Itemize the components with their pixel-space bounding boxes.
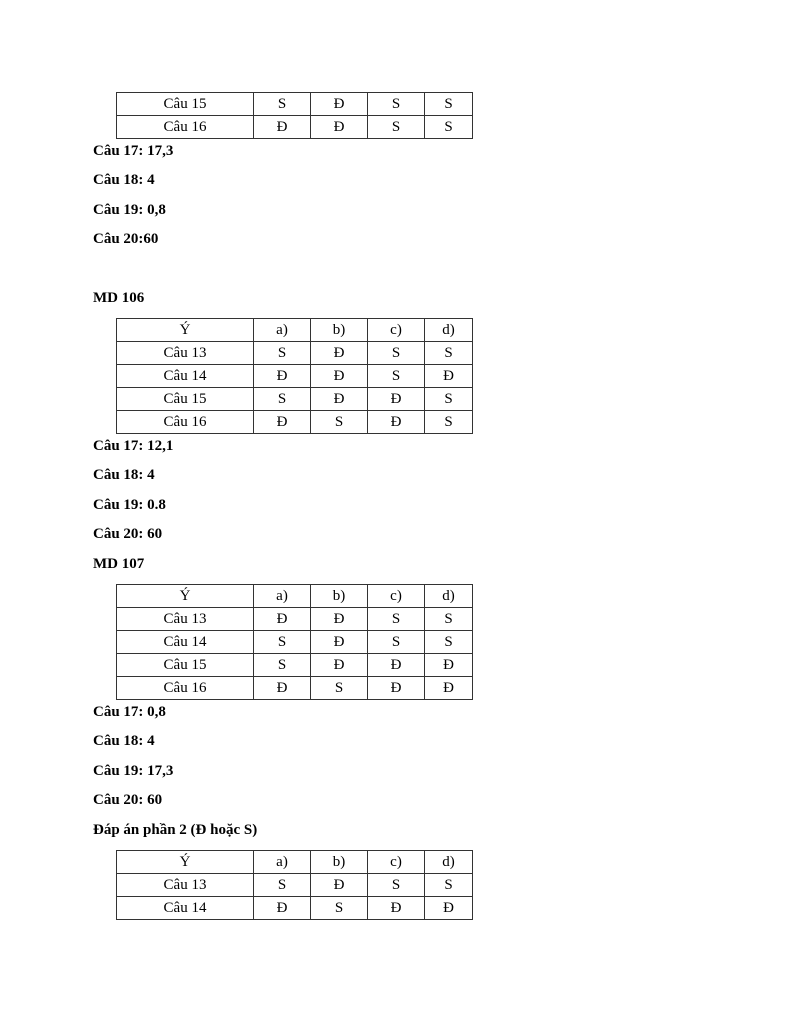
- table-cell: S: [425, 608, 473, 631]
- table-cell: S: [368, 93, 425, 116]
- table-cell: S: [425, 116, 473, 139]
- table-cell: S: [254, 342, 311, 365]
- table-header-cell: a): [254, 851, 311, 874]
- table-header-row: [117, 585, 473, 608]
- table-row: [117, 631, 473, 654]
- table-row: [117, 874, 473, 897]
- table-cell: S: [368, 116, 425, 139]
- table-cell: Đ: [425, 897, 473, 920]
- table-cell: S: [254, 874, 311, 897]
- table-cell: Đ: [311, 388, 368, 411]
- answer-line: Câu 17: 17,3: [93, 143, 174, 159]
- answer-line: Câu 17: 0,8: [93, 704, 166, 720]
- table-cell: Câu 14: [117, 897, 254, 920]
- table-header-cell: c): [368, 585, 425, 608]
- table-cell: S: [368, 631, 425, 654]
- table-header-row: [117, 319, 473, 342]
- answer-line: Câu 19: 17,3: [93, 763, 174, 779]
- table-cell: S: [311, 411, 368, 434]
- table-cell: Đ: [311, 365, 368, 388]
- table-cell: Đ: [311, 874, 368, 897]
- table-row: [117, 677, 473, 700]
- table-cell: Đ: [254, 411, 311, 434]
- table-cell: Câu 15: [117, 654, 254, 677]
- table-header-cell: c): [368, 851, 425, 874]
- table-row: [117, 897, 473, 920]
- table-cell: Câu 16: [117, 411, 254, 434]
- section-heading-part2: Đáp án phần 2 (Đ hoặc S): [93, 822, 258, 838]
- answer-line: Câu 18: 4: [93, 733, 155, 749]
- table-cell: Đ: [254, 897, 311, 920]
- table-cell: S: [254, 631, 311, 654]
- answer-table-top: [116, 92, 473, 139]
- table-cell: Đ: [425, 365, 473, 388]
- answer-table-md107: [116, 584, 473, 700]
- table-cell: S: [425, 93, 473, 116]
- table-row: [117, 342, 473, 365]
- table-cell: Đ: [311, 116, 368, 139]
- table-cell: Câu 14: [117, 631, 254, 654]
- table-cell: Đ: [254, 116, 311, 139]
- table-cell: Đ: [254, 608, 311, 631]
- table-header-cell: Ý: [117, 851, 254, 874]
- table-cell: Đ: [311, 631, 368, 654]
- table-header-cell: b): [311, 585, 368, 608]
- table-cell: Đ: [311, 608, 368, 631]
- table-row: [117, 411, 473, 434]
- table-cell: Đ: [311, 654, 368, 677]
- table-cell: S: [425, 411, 473, 434]
- table-cell: Câu 13: [117, 608, 254, 631]
- answer-line: Câu 19: 0.8: [93, 497, 166, 513]
- answer-table-md106: [116, 318, 473, 434]
- table-cell: Câu 16: [117, 677, 254, 700]
- table-cell: S: [368, 874, 425, 897]
- table-cell: S: [311, 677, 368, 700]
- answer-line: Câu 17: 12,1: [93, 438, 174, 454]
- table-cell: S: [254, 93, 311, 116]
- table-cell: S: [311, 897, 368, 920]
- table-row: [117, 388, 473, 411]
- table-cell: S: [425, 388, 473, 411]
- table-cell: S: [368, 342, 425, 365]
- table-cell: S: [254, 654, 311, 677]
- table-cell: Câu 13: [117, 342, 254, 365]
- answer-line: Câu 20:60: [93, 231, 159, 247]
- table-header-cell: b): [311, 851, 368, 874]
- table-cell: Đ: [311, 342, 368, 365]
- table-header-cell: a): [254, 585, 311, 608]
- table-header-cell: Ý: [117, 319, 254, 342]
- table-cell: Đ: [425, 677, 473, 700]
- table-cell: Đ: [368, 411, 425, 434]
- table-cell: S: [254, 388, 311, 411]
- table-cell: Đ: [425, 654, 473, 677]
- table-cell: Câu 13: [117, 874, 254, 897]
- section-heading-md107: MD 107: [93, 556, 145, 572]
- table-row: [117, 93, 473, 116]
- table-cell: Đ: [368, 677, 425, 700]
- table-header-cell: Ý: [117, 585, 254, 608]
- table-header-cell: d): [425, 319, 473, 342]
- answer-line: Câu 20: 60: [93, 526, 163, 542]
- answer-line: Câu 19: 0,8: [93, 202, 166, 218]
- table-row: [117, 116, 473, 139]
- table-header-row: [117, 851, 473, 874]
- table-cell: Đ: [311, 93, 368, 116]
- table-header-cell: d): [425, 851, 473, 874]
- table-cell: S: [368, 608, 425, 631]
- table-cell: Câu 15: [117, 93, 254, 116]
- table-cell: Đ: [368, 654, 425, 677]
- table-cell: S: [425, 631, 473, 654]
- table-header-cell: c): [368, 319, 425, 342]
- table-row: [117, 365, 473, 388]
- table-header-cell: d): [425, 585, 473, 608]
- table-row: [117, 654, 473, 677]
- table-cell: S: [368, 365, 425, 388]
- section-heading-md106: MD 106: [93, 290, 145, 306]
- table-cell: Câu 14: [117, 365, 254, 388]
- table-cell: Câu 15: [117, 388, 254, 411]
- table-header-cell: a): [254, 319, 311, 342]
- table-cell: Đ: [368, 897, 425, 920]
- table-cell: S: [425, 874, 473, 897]
- answer-line: Câu 18: 4: [93, 467, 155, 483]
- table-cell: Đ: [368, 388, 425, 411]
- table-cell: S: [425, 342, 473, 365]
- table-cell: Đ: [254, 677, 311, 700]
- answer-line: Câu 20: 60: [93, 792, 163, 808]
- table-cell: Đ: [254, 365, 311, 388]
- answer-table-part2: [116, 850, 473, 920]
- table-row: [117, 608, 473, 631]
- table-header-cell: b): [311, 319, 368, 342]
- answer-line: Câu 18: 4: [93, 172, 155, 188]
- table-cell: Câu 16: [117, 116, 254, 139]
